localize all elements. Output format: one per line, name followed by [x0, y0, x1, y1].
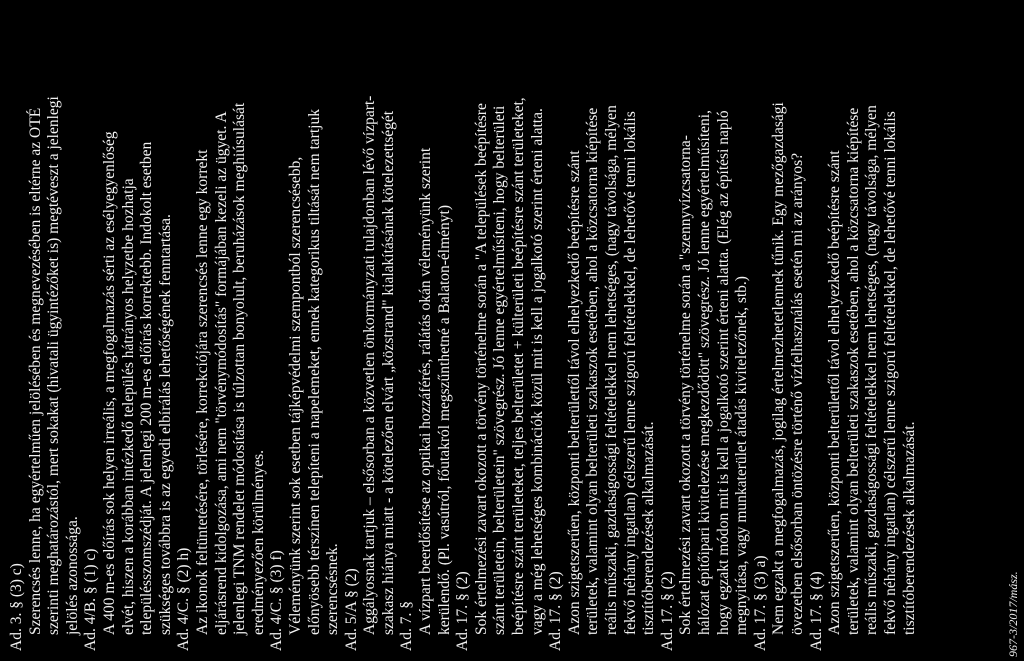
section-text-line: Az ikonok feltüntetésére, törlésére, korrekciójára szerencsés lenne egy korrekt: [193, 149, 211, 635]
section-block: [547, 8, 659, 651]
section-heading: Ad. 4/C. § (3) f): [268, 550, 286, 651]
section-text-line: A vízpart beerdősítése az optikai hozzáférés, rálátás okán véleményünk szerint: [417, 147, 435, 635]
section-text-line: fekvő néhány ingatlan) célszerű lenne szigorú feltételekkel, de lehetővé tenni lokális: [881, 111, 899, 635]
section-heading: Ad. 17. § (2): [454, 571, 472, 651]
section-heading: Ad. 4/C. § (2) h): [175, 547, 193, 651]
section-text-line: tisztítóberendezések alkalmazását.: [900, 421, 918, 635]
section-heading: Ad. 17. § (3) a): [751, 555, 769, 651]
section-block: [343, 8, 399, 651]
section-heading: Ad. 3. § (3) c): [8, 563, 25, 651]
section-text-line: A 400 m-es előírás sok helyen irreális, a megfogalmazás sérti az esélyegyenlőség: [100, 131, 118, 635]
section-text-line: reális műszaki, gazdaságossági feltételekkel nem lehetséges, (nagy távolsága, mélyen: [603, 105, 620, 635]
section-text-line: előnyösebb térszínen telepíteni a napelemeket, ennek kategorikus tiltását nem tartjuk: [305, 109, 323, 635]
section-text-line: szerencsésnek.: [324, 543, 342, 635]
section-text-line: eljárásrend kidolgozása, ami nem "törvénymódosítás" formájában kezeli az ügyet. A: [212, 111, 230, 635]
section-text-line: Véleményünk szerint sok esetben tájképvédelmi szempontból szerencsésebb,: [286, 156, 304, 635]
section-text-line: kerülendő. (Pl. vasútról, főutakról megszűnthetné a Balaton-élményt): [435, 204, 453, 635]
section-text-line: tisztítóberendezések alkalmazását.: [640, 421, 658, 635]
section-text-line: Aggályosnak tartjuk – elsősorban a közvetlen önkormányzati tulajdonban lévő vízpart-: [361, 95, 379, 635]
section-text-line: Nem egzakt a megfogalmazás, jogilag értelmezhetetlennek tűnik. Egy mezőgazdasági: [770, 102, 788, 635]
section-block: [752, 8, 808, 651]
section-heading: Ad. 17. § (2): [658, 571, 676, 651]
section-text-line: hálózat építőipari kivitelezése megkezdődött" szövegrész. Jó lenne egyértelműsíteni,: [695, 110, 713, 635]
section-block: [175, 8, 268, 651]
section-text-line: településszomszédját. A jelenlegi 200 m-es előírás korrektebb. Indokolt esetben: [138, 141, 156, 635]
section-text-line: övezetben elsősorban öntözésre történő vízfelhasználás esetén mi az arányos?: [788, 152, 806, 635]
section-heading: Ad. 17. § (2): [547, 571, 565, 651]
section-text-line: fekvő néhány ingatlan) célszerű lenne szigorú feltételekkel, de lehetővé tenni lokális: [621, 111, 639, 635]
section-text-line: területek, valamint olyan belterületi szakaszok esetében, ahol a közcsatorna kiépítése: [844, 107, 862, 635]
section-heading: Ad. 7. §: [398, 601, 416, 651]
section-text-line: hogy egzakt módon mit is kell a jogalkotó szerint érteni alatta. (Elég az építési napló: [714, 110, 732, 635]
section-block: [398, 8, 454, 651]
document-content: [8, 8, 919, 651]
section-text-line: vagy a még lehetséges kombinációk közül mit is kell a jogalkotó szerint érteni alatta.: [528, 108, 546, 635]
section-block: [8, 8, 82, 651]
section-block: [808, 8, 920, 651]
section-text-line: Szerencsés lenne, ha egyértelműen jelölésében és megnevezésében is eltérne az OTÉ: [26, 107, 44, 635]
section-text-line: jelölés azonossága.: [63, 516, 81, 635]
section-text-line: beépítésre szánt területeket, teljes belterületet + külterületi beépítésre szánt területeket,: [510, 97, 528, 635]
section-text-line: reális műszaki, gazdaságossági feltételekkel nem lehetséges, (nagy távolsága, mélyen: [863, 105, 881, 635]
section-text-line: Azon szigetszerűen, központi belterülettől távol elhelyezkedő beépítésre szánt: [826, 150, 844, 635]
section-text-line: megnyitása, vagy munkaterület átadás kivitelezőnek, stb.): [733, 276, 751, 635]
section-text-line: szánt területein, belterületein" szövegrész. Jó lenne egyértelműsíteni, hogy belterületi: [491, 105, 509, 635]
section-block: [454, 8, 547, 651]
section-text-line: szakasz hiánya miatt - a kötelezően elvárt „közstrand" kialakításának kötelezettségét: [379, 110, 397, 635]
section-text-line: területek, valamint olyan belterületi szakaszok esetében, ahol a közcsatorna kiépítése: [584, 107, 602, 635]
section-heading: Ad. 4/B. § (1) c): [82, 548, 100, 651]
section-text-line: elvét, hiszen a korábban intézkedő település hátrányos helyzetbe hozhatja: [119, 178, 137, 635]
section-block: [659, 8, 752, 651]
section-block: [82, 8, 175, 651]
section-text-line: szükséges továbbra is az egyedi elbírálás lehetőségének fenntartása.: [156, 214, 174, 635]
section-text-line: eredményezően körülményes.: [249, 449, 267, 635]
document-reference: 967-3/2017/mász.: [1006, 571, 1020, 657]
section-text-line: Sok értelmezési zavart okozott a törvény történelme során a "A települések beépítésre: [472, 103, 490, 635]
section-block: [268, 8, 342, 651]
section-text-line: Azon szigetszerűen, központi belterülettől távol elhelyezkedő beépítésre szánt: [565, 150, 583, 635]
section-text-line: szerinti meghatározástól, mert sokakat (hivatali ügyintézőket is) megtéveszt a jelenlegi: [45, 96, 63, 635]
section-heading: Ad. 5/A § (2): [342, 568, 360, 651]
section-text-line: jelenlegi TNM rendelet módosítása is túlzottan bonyolult, beruházások meghiúsulását: [231, 102, 249, 635]
section-heading: Ad. 17. § (4): [807, 571, 825, 651]
section-text-line: Sok értelmezési zavart okozott a törvény történelme során a "szennyvízcsatorna-: [677, 135, 695, 635]
